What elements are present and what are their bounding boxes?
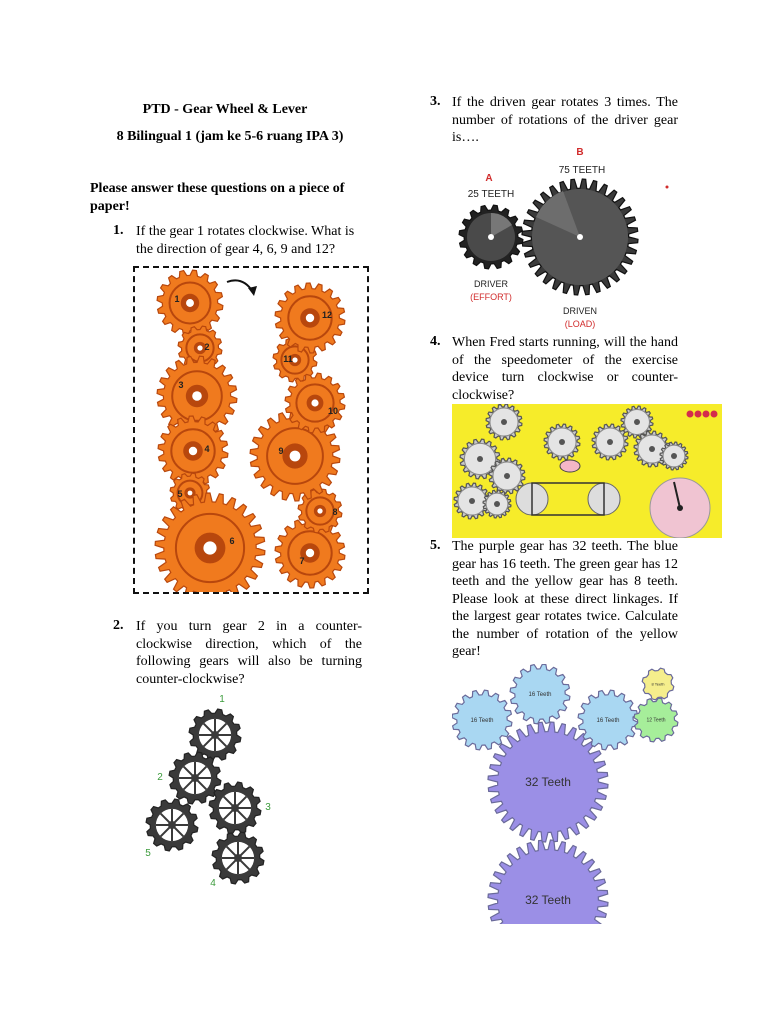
purple-gear-bottom (488, 840, 608, 924)
yellow-gear-label: 8 Teeth (651, 681, 665, 687)
question-2-number: 2. (113, 618, 124, 633)
gear-label-6: 6 (229, 536, 235, 546)
dark-gear-label-1: 1 (219, 694, 225, 705)
driver-driven-gears-diagram (445, 145, 680, 335)
gear-label-12: 12 (321, 310, 333, 320)
question-5-text: The purple gear has 32 teeth. The blue gear has 16 teeth. The green gear has 12 teeth and the yellow gear has 8 teeth. Please look at these direct linkages. If the largest gear rotates twice. Calculate the number of rotation of the yellow gear! (452, 539, 678, 659)
blue-gear-right-label: 16 Teeth (596, 718, 620, 724)
gear-label-7: 7 (299, 556, 305, 566)
blue-gear-left-label: 16 Teeth (470, 718, 494, 724)
page-title: PTD - Gear Wheel & Lever (142, 102, 308, 117)
gear-label-3: 3 (178, 380, 184, 390)
teeth-a-label: 25 TEETH (467, 189, 515, 200)
purple-gear-top-label: 32 Teeth (525, 775, 571, 789)
light-bulb-icon-4 (711, 411, 718, 418)
light-bulb-icon-1 (687, 411, 694, 418)
dark-gear-label-2: 2 (157, 772, 163, 783)
instructions: Please answer these questions on a piece of paper! (90, 181, 345, 214)
blue-gear-top-label: 16 Teeth (528, 692, 552, 698)
dark-gear-2 (169, 752, 221, 804)
q1-figure (133, 266, 369, 594)
question-3-text: If the driven gear rotates 3 times. The number of rotations of the driver gear is…. (452, 95, 678, 145)
question-3-number: 3. (430, 94, 441, 109)
gear-label-5: 5 (177, 489, 183, 499)
red-dot (666, 186, 669, 189)
driven-gear-b (522, 179, 638, 295)
label-a: A (485, 173, 493, 184)
question-2-text: If you turn gear 2 in a counter-clockwise direction, which of the following gears will also be turning counter-clockwise? (136, 619, 362, 687)
dark-gears-diagram (140, 690, 280, 890)
gear-label-1: 1 (174, 294, 180, 304)
load-label: (LOAD) (564, 319, 596, 329)
colored-gears-diagram (452, 664, 692, 924)
dark-gear-label-4: 4 (210, 878, 216, 889)
gear-label-10: 10 (327, 406, 339, 416)
exercise-device-diagram (452, 404, 722, 538)
gear-label-11: 11 (283, 354, 293, 364)
driven-label: DRIVEN (562, 306, 598, 316)
purple-gear-bottom-label: 32 Teeth (525, 893, 571, 907)
driver-gear-a (459, 205, 523, 269)
dark-gear-5 (146, 799, 198, 851)
fred-runner-icon (560, 460, 580, 472)
green-gear-label: 12 Teeth (646, 717, 666, 724)
dark-gear-4 (212, 832, 264, 884)
question-4-text: When Fred starts running, will the hand of the speedometer of the exercise device turn clockwise or counter-clockwise? (452, 335, 678, 403)
page-subtitle: 8 Bilingual 1 (jam ke 5-6 ruang IPA 3) (116, 129, 344, 144)
dark-gear-label-5: 5 (145, 848, 151, 859)
gear-label-2: 2 (204, 342, 210, 352)
light-bulb-icon-3 (703, 411, 710, 418)
question-1-number: 1. (113, 223, 124, 238)
question-4-number: 4. (430, 334, 441, 349)
label-b: B (576, 147, 584, 158)
dark-gear-label-3: 3 (265, 802, 271, 813)
teeth-b-label: 75 TEETH (558, 165, 606, 176)
gear-label-9: 9 (278, 446, 284, 456)
driver-label: DRIVER (473, 279, 509, 289)
dark-gear-3 (209, 782, 261, 834)
question-1-text: If the gear 1 rotates clockwise. What is the direction of gear 4, 6, 9 and 12? (136, 224, 355, 257)
gear-label-4: 4 (204, 444, 210, 454)
question-5-number: 5. (430, 538, 441, 553)
light-bulb-icon-2 (695, 411, 702, 418)
orange-gears-diagram (135, 268, 367, 592)
effort-label: (EFFORT) (470, 292, 512, 302)
gear-label-8: 8 (332, 507, 338, 517)
